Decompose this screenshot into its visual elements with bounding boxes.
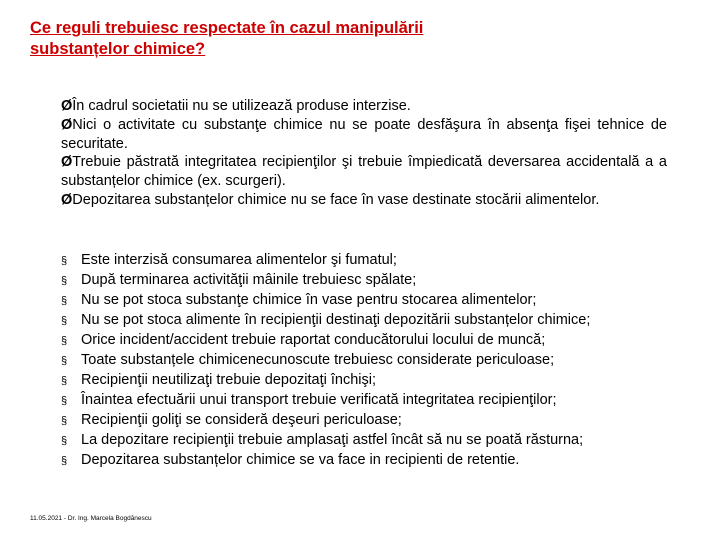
section-bullet-icon: § xyxy=(61,255,68,267)
bullet-item-text: Depozitarea substanțelor chimice se va face in recipienti de retentie. xyxy=(81,452,520,468)
arrow-item-text: În cadrul societatii nu se utilizează produse interzise. xyxy=(72,98,411,114)
arrow-bullet-icon: Ø xyxy=(61,191,73,208)
arrow-item xyxy=(61,191,667,210)
footer-credit: 11.05.2021 - Dr. Ing. Marcela Bogdănescu xyxy=(30,515,152,522)
bullet-item xyxy=(61,291,667,311)
section-bullet-icon: § xyxy=(61,355,68,367)
bullet-item xyxy=(61,431,667,451)
bullet-item xyxy=(61,391,667,411)
arrow-item xyxy=(61,97,667,116)
section-bullet-icon: § xyxy=(61,375,68,387)
section-bullet-icon: § xyxy=(61,335,68,347)
section-bullet-icon: § xyxy=(61,435,68,447)
bullet-item-text: Orice incident/accident trebuie raportat conducătorului locului de muncă; xyxy=(81,332,546,348)
bullet-item-text: Recipienţii goliţi se consideră deşeuri periculoase; xyxy=(81,412,402,428)
arrow-item-text: Depozitarea substanțelor chimice nu se face în vase destinate stocării alimentelor. xyxy=(72,191,600,208)
bullet-item xyxy=(61,311,667,331)
bullet-item-text: La depozitare recipienţii trebuie amplasaţi astfel încât să nu se poată răsturna; xyxy=(81,432,584,448)
bullet-item xyxy=(61,451,667,471)
arrow-bullet-icon: Ø xyxy=(61,98,73,114)
bullet-item xyxy=(61,411,667,431)
section-bullet-icon: § xyxy=(61,295,68,307)
section-bullet-icon: § xyxy=(61,455,68,467)
arrow-bullet-icon: Ø xyxy=(61,116,73,133)
bullet-item-text: Nu se pot stoca substanţe chimice în vase pentru stocarea alimentelor; xyxy=(81,292,537,308)
section-bullet-icon: § xyxy=(61,395,68,407)
bullet-item xyxy=(61,351,667,371)
title-line-2: substanțelor chimice? xyxy=(30,40,206,58)
section-bullet-icon: § xyxy=(61,315,68,327)
bullet-item xyxy=(61,251,667,271)
arrow-item xyxy=(61,116,667,154)
bullet-item-text: Înaintea efectuării unui transport trebuie verificată integritatea recipienţilor; xyxy=(81,392,557,408)
bullet-item-text: Este interzisă consumarea alimentelor şi fumatul; xyxy=(81,252,397,268)
title-line-1: Ce reguli trebuiesc respectate în cazul manipulării xyxy=(30,19,424,37)
bullet-item xyxy=(61,271,667,291)
bullet-item-text: Recipienţii neutilizaţi trebuie depozitaţi închişi; xyxy=(81,372,376,388)
arrow-item-text: Nici o activitate cu substanţe chimice nu se poate desfăşura în absenţa fişei tehnice de securitate. xyxy=(61,116,667,152)
bullet-list xyxy=(61,251,667,471)
bullet-item-text: Nu se pot stoca alimente în recipienţii destinaţi depozitării substanțelor chimice; xyxy=(81,312,591,328)
page-title xyxy=(30,18,690,60)
section-bullet-icon: § xyxy=(61,415,68,427)
bullet-item xyxy=(61,331,667,351)
bullet-item-text: După terminarea activităţii mâinile trebuiesc spălate; xyxy=(81,272,417,288)
arrow-bullet-icon: Ø xyxy=(61,154,73,171)
bullet-item-text: Toate substanțele chimicenecunoscute trebuiesc considerate periculoase; xyxy=(81,352,555,368)
bullet-item xyxy=(61,371,667,391)
section-bullet-icon: § xyxy=(61,275,68,287)
arrow-list xyxy=(61,97,667,210)
arrow-item xyxy=(61,153,667,191)
arrow-item-text: Trebuie păstrată integritatea recipienţilor şi trebuie împiedicată deversarea accidentală a a substanțelor chimice (ex. scurgeri). xyxy=(61,154,667,190)
